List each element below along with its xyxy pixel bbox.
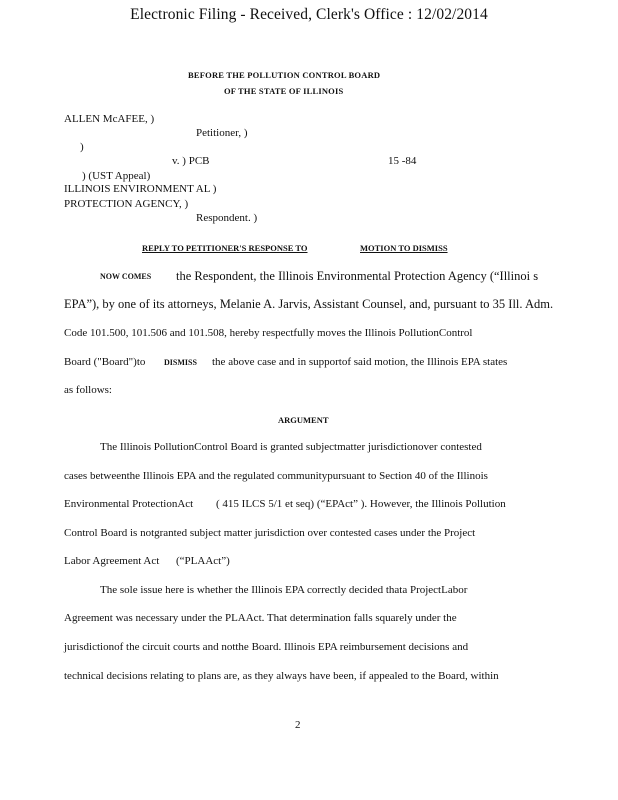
petitioner-name: ALLEN McAFEE, ) (64, 113, 155, 125)
argument-heading: ARGUMENT (278, 415, 329, 425)
petitioner-role: Petitioner, ) (196, 127, 248, 139)
versus-pcb: v. ) PCB (172, 155, 210, 167)
caption-paren: ) (80, 141, 84, 153)
reply-title-part-1: REPLY TO PETITIONER'S RESPONSE TO (142, 243, 308, 253)
para3-line-2: Agreement was necessary under the PLAAct. That determination falls squarely under the (64, 612, 457, 624)
respondent-name-1: ILLINOIS ENVIRONMENT AL ) (64, 183, 217, 195)
para1-line-1: the Respondent, the Illinois Environmental Protection Agency (“Illinoi s (176, 269, 539, 283)
filing-stamp: Electronic Filing - Received, Clerk's Office : 12/02/2014 (130, 6, 488, 23)
para2-line-5a: Labor Agreement Act (64, 555, 160, 567)
caption-line-1: BEFORE THE POLLUTION CONTROL BOARD (188, 70, 381, 80)
para2-line-3a: Environmental ProtectionAct (64, 498, 194, 510)
para2-line-1: The Illinois PollutionControl Board is granted subjectmatter jurisdictionover contested (100, 441, 482, 453)
para2-line-2: cases betweenthe Illinois EPA and the regulated communitypursuant to Section 40 of the Illinois (64, 470, 488, 482)
ust-appeal: ) (UST Appeal) (82, 170, 151, 182)
para2-line-4: Control Board is notgranted subject matter jurisdiction over contested cases under the Project (64, 527, 476, 539)
respondent-role: Respondent. ) (196, 212, 258, 224)
para1-line-4a: Board ("Board")to (64, 356, 146, 368)
para1-line-3: Code 101.500, 101.506 and 101.508, hereby respectfully moves the Illinois PollutionControl (64, 327, 473, 339)
caption-line-2: OF THE STATE OF ILLINOIS (224, 86, 344, 96)
dismiss-word: DISMISS (164, 358, 197, 367)
respondent-name-2: PROTECTION AGENCY, ) (64, 198, 189, 210)
page-number: 2 (295, 719, 301, 731)
now-comes: NOW COMES (100, 272, 152, 281)
reply-title-part-2: MOTION TO DISMISS (360, 243, 448, 253)
para1-line-2: EPA”), by one of its attorneys, Melanie A. Jarvis, Assistant Counsel, and, pursuant to 35 Ill. Adm. (64, 297, 554, 311)
case-number: 15 -84 (388, 155, 417, 167)
para3-line-1: The sole issue here is whether the Illinois EPA correctly decided thata ProjectLabor (100, 584, 468, 596)
para3-line-4: technical decisions relating to plans are, as they always have been, if appealed to the Board, within (64, 670, 499, 682)
para1-line-5: as follows: (64, 384, 112, 396)
para2-line-5b: (“PLAAct”) (176, 555, 230, 567)
para2-line-3b: ( 415 ILCS 5/1 et seq) (“EPAct” ). However, the Illinois Pollution (216, 498, 506, 510)
para1-line-4b: the above case and in supportof said motion, the Illinois EPA states (212, 356, 508, 368)
reply-title-underline-gap (272, 243, 362, 253)
para3-line-3: jurisdictionof the circuit courts and notthe Board. Illinois EPA reimbursement decisions and (64, 641, 469, 653)
